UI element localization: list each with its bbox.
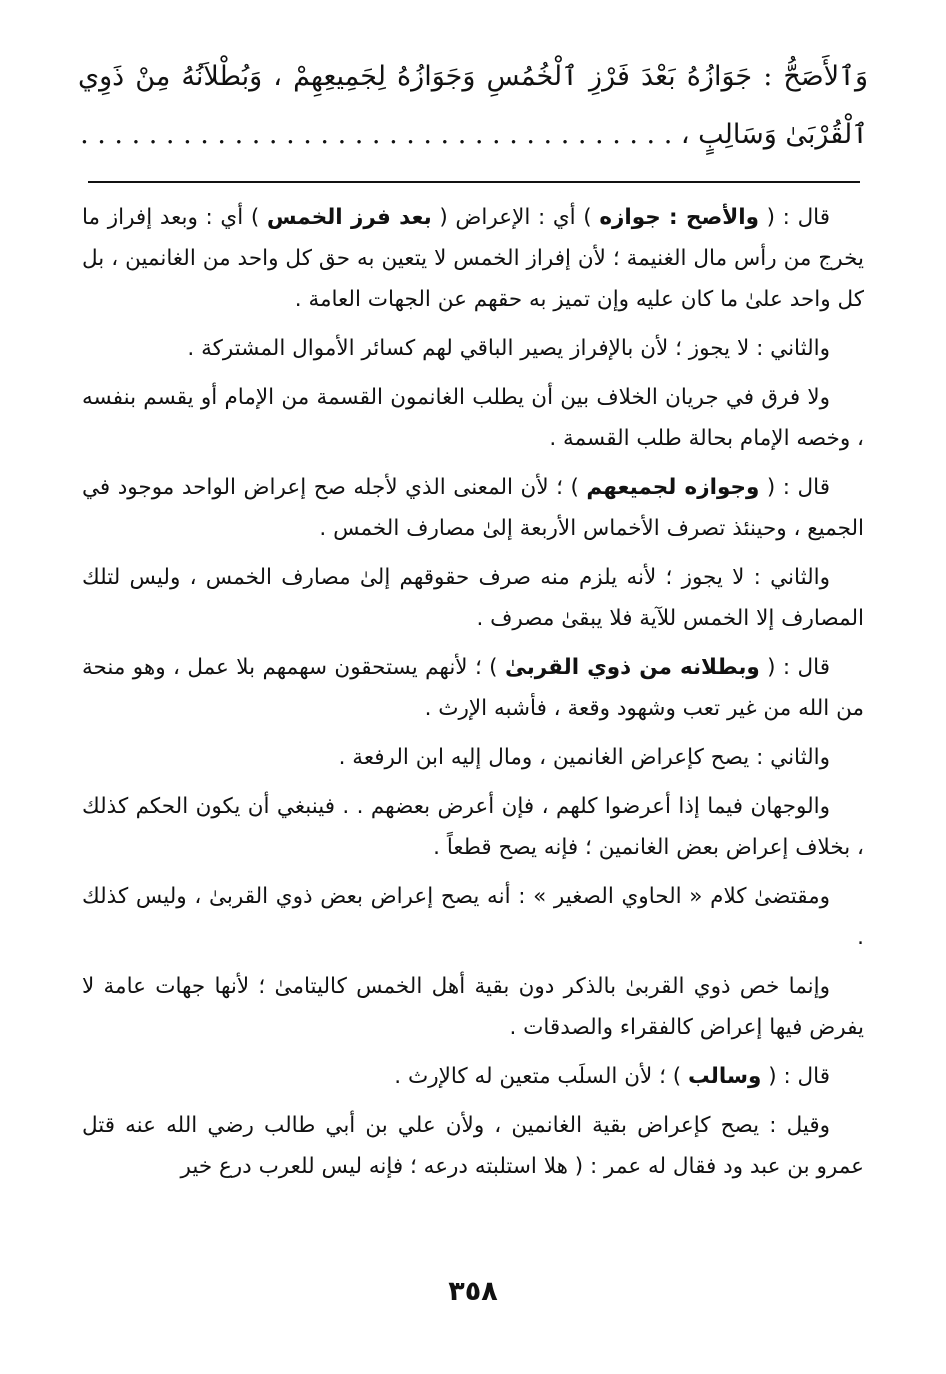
matn-quote: وسالب (687, 1064, 762, 1089)
commentary-text: ) ؛ لأن السلَب متعين له كالإرث . (394, 1064, 688, 1089)
commentary-text: قال : ( (759, 475, 830, 500)
commentary-paragraph (82, 647, 864, 729)
commentary-paragraph (82, 467, 864, 549)
commentary-text: والثاني : يصح كإعراض الغانمين ، ومال إليه ابن الرفعة . (338, 745, 830, 770)
matn-quote: والأصح : جوازه (599, 205, 759, 230)
commentary-text: ) ؛ لأنهم يستحقون سهمهم بلا عمل ، وهو منحة من الله من غير تعب وشهود وقعة ، فأشبه الإرث . (82, 655, 864, 721)
matn-quote: بعد فرز الخمس (266, 205, 432, 230)
commentary-text: ) أي : الإعراض ( (431, 205, 600, 230)
commentary-text: وقيل : يصح كإعراض بقية الغانمين ، ولأن علي بن أبي طالب رضي الله عنه قتل عمرو بن عبد ود فقال له عمر : ( هلا استلبته درعه ؛ فإنه ليس للعرب درع خير (82, 1113, 864, 1179)
commentary (82, 197, 864, 1195)
commentary-text: ) أي : وبعد إفراز ما يخرج من رأس مال الغنيمة ؛ لأن إفراز الخمس لا يتعين به حق كل واحد من الغانمين ، بل كل واحد علىٰ ما كان عليه وإن تميز به حقهم عن الجهات العامة . (82, 205, 864, 312)
commentary-text: قال : ( (759, 655, 831, 680)
commentary-paragraph (82, 786, 864, 868)
commentary-text: وإنما خص ذوي القربىٰ بالذكر دون بقية أهل الخمس كاليتامىٰ ؛ لأنها جهات عامة لا يفرض فيها إعراض كالفقراء والصدقات . (82, 974, 864, 1040)
commentary-paragraph (82, 1105, 864, 1187)
commentary-paragraph (82, 737, 864, 778)
commentary-paragraph (82, 328, 864, 369)
matn-quote: وبطلانه من ذوي القربىٰ (504, 655, 760, 680)
matn-text: وَٱلأَصَحُّ : جَوَازُهُ بَعْدَ فَرْزِ ٱلْخُمُسِ وَجَوَازُهُ لِجَمِيعِهِمْ ، وَبُطْلاَنُهُ مِنْ ذَوِي ٱلْقُرْبَىٰ وَسَالِبٍ ، . . . . . . . . . . . . . . . . . . . . . . . . . . . . . . . . . . . (78, 61, 868, 150)
commentary-paragraph (82, 377, 864, 459)
matn-quote: وجوازه لجميعهم (586, 475, 760, 500)
commentary-text: والوجهان فيما إذا أعرضوا كلهم ، فإن أعرض بعضهم . . فينبغي أن يكون الحكم كذلك ، بخلاف إعراض بعض الغانمين ؛ فإنه يصح قطعاً . (82, 794, 864, 860)
page-number: ٣٥٨ (448, 1276, 498, 1307)
commentary-paragraph (82, 876, 864, 958)
page-body (78, 48, 868, 164)
commentary-paragraph (82, 1056, 864, 1097)
commentary-text: ) ؛ لأن المعنى الذي لأجله صح إعراض الواحد موجود في الجميع ، وحينئذ تصرف الأخماس الأربعة إلىٰ مصارف الخمس . (82, 475, 864, 541)
commentary-text: والثاني : لا يجوز ؛ لأن بالإفراز يصير الباقي لهم كسائر الأموال المشتركة . (187, 336, 830, 361)
commentary-paragraph (82, 197, 864, 320)
commentary-text: قال : ( (761, 1064, 830, 1089)
commentary-paragraph (82, 966, 864, 1048)
commentary-text: ومقتضىٰ كلام « الحاوي الصغير » : أنه يصح إعراض بعض ذوي القربىٰ ، وليس كذلك . (82, 884, 864, 950)
commentary-text: والثاني : لا يجوز ؛ لأنه يلزم منه صرف حقوقهم إلىٰ مصارف الخمس ، وليس لتلك المصارف إلا الخمس للآية فلا يبقىٰ مصرف . (82, 565, 864, 631)
separator-rule (88, 181, 860, 183)
commentary-paragraph (82, 557, 864, 639)
commentary-text: ولا فرق في جريان الخلاف بين أن يطلب الغانمون القسمة من الإمام أو يقسم بنفسه ، وخصه الإمام بحالة طلب القسمة . (82, 385, 864, 451)
commentary-text: قال : ( (758, 205, 831, 230)
